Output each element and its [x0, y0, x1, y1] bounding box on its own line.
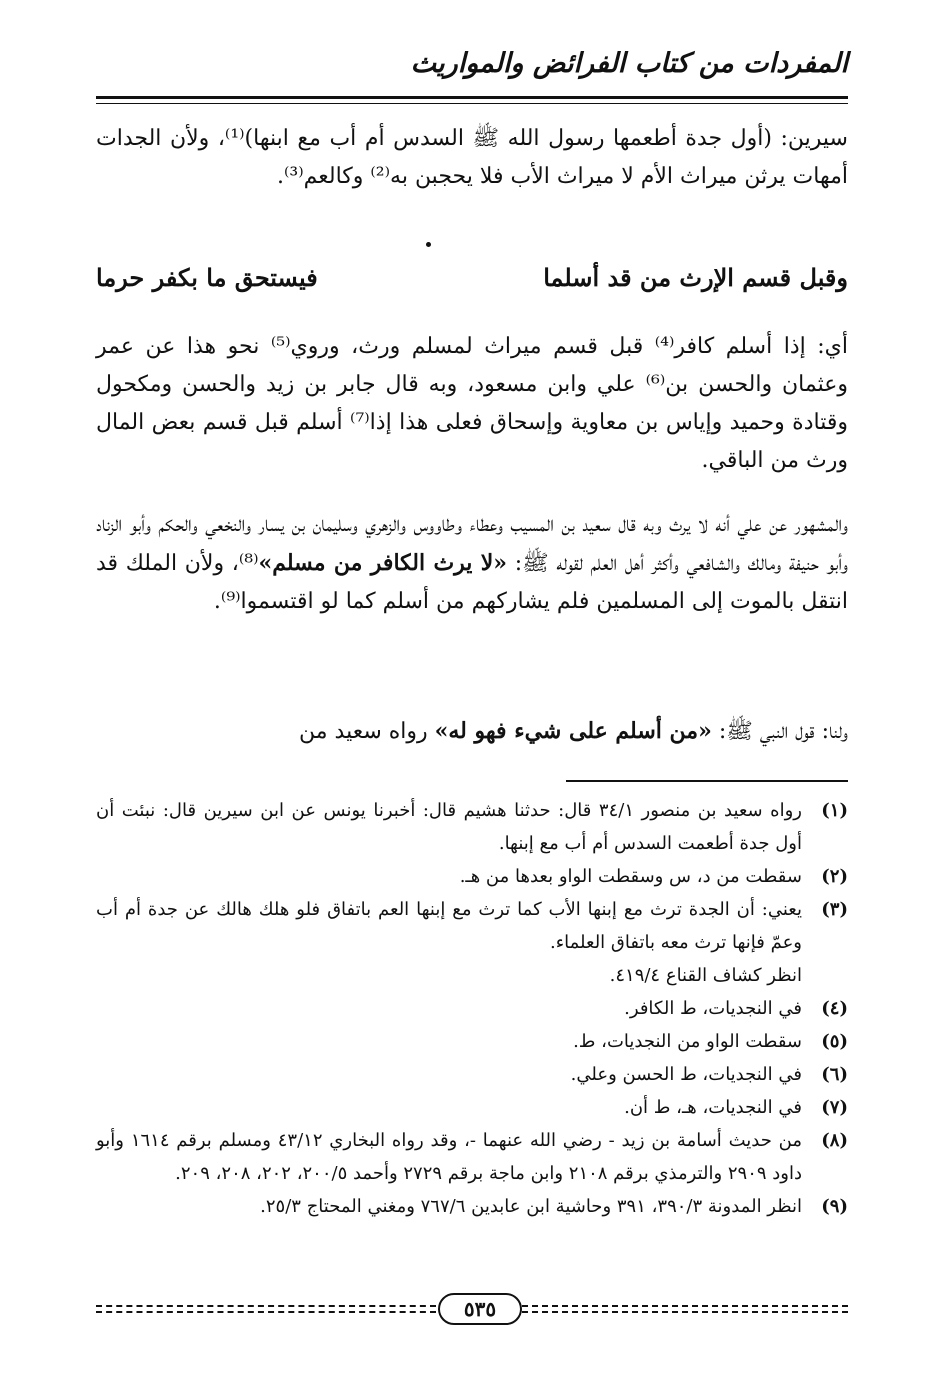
footnote-text-main: يعني: أن الجدة ترث مع إبنها الأب كما ترث مع إبنها العم باتفاق فلو هلك هالك عن جدة أم أب وعمّ فإنها ترث معه باتفاق العلماء.: [96, 899, 802, 953]
paragraph-3: [96, 506, 848, 621]
footnote-separator: [566, 780, 848, 782]
paragraph-3-text: والمشهور عن علي أنه لا يرث وبه قال سعيد بن المسيب وعطاء وطاووس والزهري وسليمان بن يسار والنخعي والحكم وأبو الزناد وأبو حنيفة ومالك والشافعي وأكثر أهل العلم لقوله ﷺ:: [96, 512, 848, 576]
footnote-text: [96, 893, 802, 992]
footnote-number: (٢): [821, 866, 848, 887]
verse-hemistich-2: فيستحق ما بكفر حرما: [96, 263, 318, 292]
footnote-item: [96, 1025, 848, 1058]
footnote-number: (١): [821, 800, 848, 821]
footnote-number: (٧): [821, 1097, 848, 1118]
footnote-number: (٨): [821, 1130, 848, 1151]
footnote-text: سقطت من د، س وسقطت الواو بعدها من هـ.: [459, 866, 802, 887]
footnote-number: (٥): [821, 1031, 848, 1052]
footnote-item: [96, 794, 848, 860]
paragraph-3-text-end: ⁽⁸⁾، ولأن الملك قد انتقل بالموت إلى المسلمين فلم يشاركهم من أسلم كما لو اقتسموا⁽⁹⁾.: [96, 551, 848, 614]
verse-line: [96, 263, 848, 307]
footnote-item: [96, 893, 848, 992]
footnote-text: رواه سعيد بن منصور ٣٤/١ قال: حدثنا هشيم قال: أخبرنا يونس عن ابن سيرين قال: نبئت أن أول جدة أطعمت السدس أم أب مع إبنها.: [96, 800, 802, 854]
footnote-number: (٩): [821, 1196, 848, 1217]
footnote-text: من حديث أسامة بن زيد - رضي الله عنهما -، وقد رواه البخاري ٤٣/١٢ ومسلم برقم ١٦١٤ وأبو داود ٢٩٠٩ والترمذي برقم ٢١٠٨ وابن ماجة برقم ٢٧٢٩ وأحمد ٢٠٠/٥، ٢٠٢، ٢٠٨، ٢٠٩.: [96, 1130, 802, 1184]
footnote-number: (٤): [821, 998, 848, 1019]
footnote-text: في النجديات، ط الكافر.: [624, 998, 802, 1019]
paragraph-4-text: ولنا: قول النبي ﷺ:: [711, 719, 848, 744]
paragraph-4-text-end: رواه سعيد من: [299, 719, 435, 744]
footer-dashed-rule-right-bottom: [522, 1311, 848, 1313]
footnote-number: (٣): [821, 899, 848, 920]
footnote-item: [96, 1124, 848, 1190]
footnote-text: انظر المدونة ٣٩٠/٣، ٣٩١ وحاشية ابن عابدين ٧٦٧/٦ ومغني المحتاج ٢٥/٣.: [260, 1196, 802, 1217]
page-footer: [96, 1293, 848, 1325]
footnote-text: في النجديات، هـ، ط أن.: [624, 1097, 802, 1118]
verse-hemistich-1: وقبل قسم الإرث من قد أسلما: [543, 263, 848, 292]
header-rule-thick: [96, 96, 848, 99]
footnote-item: [96, 1091, 848, 1124]
footer-dashed-rule-left-bottom: [96, 1311, 436, 1313]
footnote-item: [96, 860, 848, 893]
footnote-item: [96, 992, 848, 1025]
paragraph-2: أي: إذا أسلم كافر⁽⁴⁾ قبل قسم ميراث لمسلم ورث، وروي⁽⁵⁾ نحو هذا عن عمر وعثمان والحسن بن⁽⁶⁾ علي وابن مسعود، وبه قال جابر بن زيد والحسن ومكحول وقتادة وحميد وإياس بن معاوية وإسحاق فعلى هذا إذا⁽⁷⁾ أسلم قبل قسم بعض المال ورث من الباقي.: [96, 334, 849, 473]
footnote-reference: انظر كشاف القناع ٤١٩/٤.: [609, 965, 802, 986]
footer-dashed-rule-left-top: [96, 1305, 436, 1307]
page-number: ٥٣٥: [438, 1293, 522, 1325]
hadith-quote-1: «لا يرث الكافر من مسلم»: [258, 550, 508, 576]
header-rule-thin: [96, 103, 848, 104]
footnotes: [96, 794, 848, 1223]
stray-dot: [426, 242, 431, 247]
paragraph-4: [96, 712, 848, 751]
footnote-text: سقطت الواو من النجديات، ط.: [573, 1031, 802, 1052]
footer-dashed-rule-right-top: [522, 1305, 848, 1307]
footnote-text: في النجديات، ط الحسن وعلي.: [570, 1064, 802, 1085]
footnote-item: [96, 1190, 848, 1223]
footnote-number: (٦): [821, 1064, 848, 1085]
footnote-item: [96, 1058, 848, 1091]
hadith-quote-2: «من أسلم على شيء فهو له»: [434, 718, 712, 744]
paragraph-1: سيرين: (أول جدة أطعمها رسول الله ﷺ السدس أم أب مع ابنها)⁽¹⁾، ولأن الجدات أمهات يرثن ميراث الأم لا ميراث الأب فلا يحجبن به⁽²⁾ وكالعم⁽³⁾.: [96, 126, 848, 189]
running-header-title: المفردات من كتاب الفرائض والمواريث: [410, 48, 848, 79]
